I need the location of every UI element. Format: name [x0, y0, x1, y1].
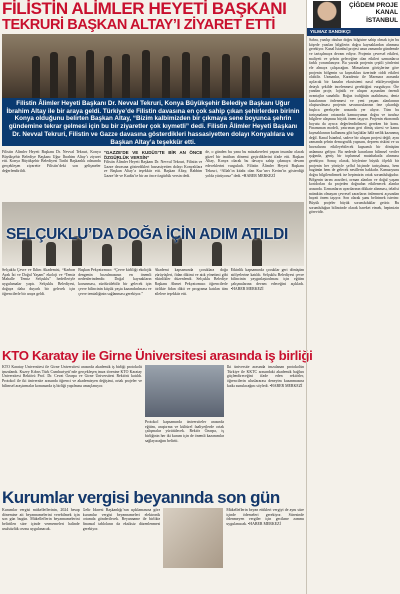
story-selcuklu-col3: Akademi kapsamında çocuklara doğa yürüyüşleri, fidan dikimi ve atık yönetimi gibi etkinlikler düzenlendi. Selçuklu Belediye Başkanı Ahmet Pekyatırmacı öğrencilerle birlikte fidan dikti ve programa katılan tüm ailelere teşekkür etti. [154, 268, 228, 296]
story-kto-col1: KTO Karatay Üniversitesi ile Girne Üniversitesi arasında akademik iş birliği protokolü imzalandı. Kuzey Kıbrıs Türk Cumhuriyeti’nde gerçekleşen imza törenine KTO Karatay Üniversitesi Rektörü Prof. Dr. Cevat Özarpa ve Girne Üniversitesi Rektörü katıldı. Protokol ile iki üniversite arasında öğrenci ve akademisyen değişimi, ortak projeler ve bilimsel araştırmalar konusunda iş birliği yapılması amaçlanıyor. [2, 365, 142, 388]
column-body: Sahra, yazılıp okulun doğru bilgisine sahip olmak için bu köşede yazılan bilgilerin doğru kaynaklardan alınması gerekiyor. Kanal İstanbul projesi uzun zamandır gündemde ve tartışılmaya devam ediyor. Projenin çevresel etkileri, maliyeti ve şehrin geleceğine olan etkileri uzmanlarca farklı yorumlanıyor. Bu yazıda projenin çeşitli yönlerini ele almaya çalışacağım. Mimarların görüşlerine göre projenin bölgenin su kaynakları üzerinde ciddi etkileri olabilir. Uzmanlar, Karadeniz ile Marmara arasında açılacak bir kanalın ekosistemi nasıl etkileyeceğinin detaylı şekilde incelenmesi gerektiğini vurguluyor. Öte yandan proje, lojistik ve ulaşım açısından önemli avantajlar sunabilir. Boğaz trafiğinin azaltılması, deniz kazalarının önlenmesi ve yeni yaşam alanlarının oluşturulması projenin savunucularının öne çıkardığı başlıca gerekçeler arasında yer alıyor. Tüm bu tartışmaların ortasında kamuoyunun doğru ve tarafsız bilgilere ulaşması büyük önem taşıyor. Projenin ekonomik boyutu da ayrıca değerlendirilmesi gereken bir konu. Finansman modeli, yatırımın geri dönüş süresi ve kamu kaynaklarının kullanımı gibi başlıklar hâlâ netlik kazanmış değil. Kanal İstanbul, sadece bir ulaşım projesi değil; aynı zamanda şehrin demografik yapısını, deprem riskini ve su havzalarını etkileyebilecek kapsamlı bir dönüşüm anlamına geliyor. Bu nedenle kararların bilimsel veriler ışığında, geniş bir toplumsal mutabakatla alınması gerekiyor. Sonuç olarak, böylesine büyük ölçekli bir projenin her yönüyle şeffaf biçimde tartışılması, hem bugünün hem de gelecek nesillerin hakkıdır. Kamuoyunu doğru bilgilendirmek ise hepimizin ortak sorumluluğudur. Bölgenin tarım arazileri, orman alanları ve doğal yaşam koridorları da projeden doğrudan etkilenecek alanlar arasında. Uzmanların uyarılarının dikkate alınması, telafisi mümkün olmayan çevresel zararların önlenmesi açısından hayati önem taşıyor. Son olarak şunu belirtmek isterim: Büyük projeler büyük sorumluluklar getirir. Bu sorumluluğun bilincinde olarak hareket etmek, hepimizin görevidir. [309, 38, 399, 215]
headline-filistin-line1: FİLİSTİN ALİMLER HEYETİ BAŞKANI [2, 0, 287, 18]
columnist-header [307, 0, 400, 28]
headline-filistin-line2: TEKRURİ BAŞKAN ALTAY’I ZİYARET ETTİ [2, 17, 276, 33]
story-filistin-body [2, 150, 304, 200]
story-vergi-col1: Kurumlar vergisi mükelleflerinin, 2024 hesap dönemine ait beyannamelerini verebilmek için son gün bugün. Mükelleflerin beyannamelerini belirtilen süre içinde vermemeleri halinde usulsüzlük cezası uygulanacak. [2, 508, 80, 531]
story-filistin-col2-text: Filistin Âlimler Heyeti Başkanı Dr. Nevval Tekruri, Filistin ve Gazze davasına gösterdikleri hassasiyetten dolayı Konyalılara ve Başkan Altay’a teşekkür etti. Başkan Altay, Rabbim Gazze’de ve Kudüs’te bir an önce özgürlük versin dedi. [103, 160, 203, 179]
columnist-avatar [313, 1, 341, 28]
story-kurumlar-vergisi [2, 508, 304, 594]
lead-banner: Filistin Âlimler Heyeti Başkanı Dr. Nevval Tekruri, Konya Büyükşehir Belediye Başkanı Uğur İbrahim Altay ile bir araya geldi. Türkiye’de Filistin davasına en çok sahip çıkan şehirlerden birinin Konya olduğunu belirten Başkan Altay, “Bizim kalbimizden bir çıkmaya sene boyunca şehrin gündemine tekrar gelmesi için bu bir ziyaretler çok kıymetli” dedi. Filistin Âlimler Heyeti Başkanı Dr. Nevval Tekruri, Filistin ve Gazze davasına gösterdikleri hassasiyetten dolayı Konyalılara ve Başkan Altay’a teşekkür etti. [2, 98, 304, 146]
story-kto-col2: Protokol kapsamında üniversiteler arasında eğitim, araştırma ve kültürel faaliyetlerde ortak çalışmalar yürütülecek. Rektör Özarpa, iş birliğinin her iki kurum için de önemli kazanımlar sağlayacağını belirtti. [145, 420, 224, 443]
story-selcuklu-body [2, 268, 304, 346]
story-filistin-col3: de, o günden bu yana bu müzakereleri yapan insanlar olarak güzel bir imtihan dönemi geçirdiklerini ifade etti. Başkan Altay, Konya olarak bu davaya sahip çıkmaya devam edeceklerini vurguladı. Filistin Âlimler Heyeti Başkanı Tekruri, “Allah’ın kitabı olan Kur’an-ı Kerim’in gösterdiği yolda yürüyoruz” dedi. •HABER MERKEZİ [205, 150, 305, 178]
story-selcuklu-col2: Başkan Pekyatırmacı: “Çevre kirliliği ekolojik dengenin bozulmasının en önemli nedenlerindendir. Doğal kaynakların korunması, sürdürülebilir bir gelecek için çevre bilincinin küçük yaşta kazandırılması ve çevre temizliğinin sağlanması gerekiyor.” [78, 268, 152, 296]
story-kto [2, 365, 304, 487]
opinion-sidebar [306, 0, 400, 594]
story-filistin-col2 [104, 150, 203, 200]
headline-filistin [2, 0, 304, 34]
headline-kurumlar-vergisi: Kurumlar vergisi beyanında son gün [2, 488, 280, 507]
photo-tax-documents [163, 508, 223, 568]
story-selcuklu-col4: Etkinlik kapsamında çocuklar geri dönüşüm atölyelerine katıldı. Selçuklu Belediyesi çevre bilincinin yaygınlaştırılması için eğitim çalışmalarına devam edeceğini açıkladı. •HABER MERKEZİ [230, 268, 304, 291]
story-vergi-col3: Mükelleflerin beyan ettikleri vergiyi de aynı süre içinde ödemeleri gerekiyor. Süresinde ödenmeyen vergiler için gecikme zammı uygulanacak. •HABER MERKEZİ [226, 508, 305, 527]
headline-kto: KTO Karatay ile Girne Üniversitesi arasında iş birliği [2, 348, 313, 363]
story-filistin-col1: Filistin Âlimler Heyeti Başkanı Dr. Nevval Tekruri, Konya Büyükşehir Belediye Başkanı Uğur İbrahim Altay’ı ziyaret etti. Konya Büyükşehir Belediyesi Tarihi Başkanlık odasında gerçekleşen ziyarette Filistin’deki son gelişmeler değerlendirildi. [2, 150, 101, 173]
column-title: ÇİĞDEM PROJE KANAL İSTANBUL [348, 2, 398, 24]
story-selcuklu-col1: Selçuklu Çevre ve İklim Akademisi, “Karbon Ayak İzi ve Doğal Yaşam” ekoloji ve “Temiz Mahalle Temiz Selçuklu” hedefleriyle uygulamalar yaptı. Selçuklu Belediyesi, doğaya daha duyarlı bir gelecek için öğrencilerle bir araya geldi. [2, 268, 76, 296]
photo-selcuklu [2, 202, 304, 266]
story-filistin-subhead: “GAZZE’DE VE KUDÜS’TE BİR AN ÖNCE ÖZGÜRLÜK VERSİN” [103, 150, 203, 160]
photo-visit-group [2, 34, 304, 98]
columnist-name: YILMAZ SANDIKÇI [307, 28, 400, 36]
headline-selcuklu: SELÇUKLU’DA DOĞA İÇİN ADIM ATILDI [6, 226, 288, 243]
photo-kto-signing [145, 365, 224, 417]
story-kto-col3: İki üniversite arasında imzalanan protokolün Türkiye ile KKTC arasındaki akademik bağları güçlendireceğini ifade eden rektörler, öğrencilerin uluslararası deneyim kazanmasına katkı sunulacağını söyledi. •HABER MERKEZİ [227, 365, 304, 388]
story-vergi-col2: Gelir İdaresi Başkanlığı’nın açıklamasına göre kurumlar vergisi beyannameleri elektronik ortamda gönderilecek. Beyanname ile birlikte finansal tabloların da eksiksiz düzenlenmesi gerekiyor. [82, 508, 161, 531]
